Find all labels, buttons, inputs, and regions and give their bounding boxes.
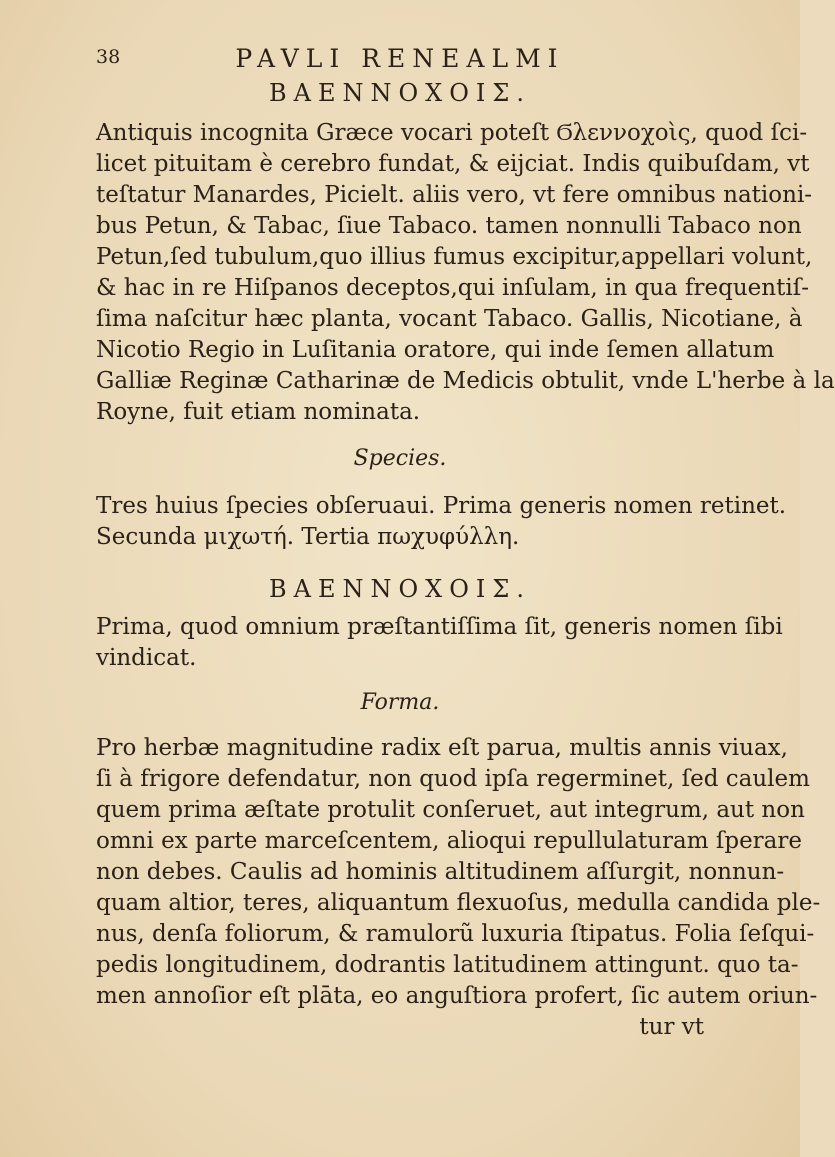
prima-paragraph — [96, 612, 783, 674]
intro-paragraph — [96, 118, 835, 428]
text-line: Antiquis incognita Græce vocari poteſt Ϭλεννοχοὶς, quod ſci- — [96, 120, 808, 146]
text-line: Nicotio Regio in Luſitania oratore, qui inde ſemen allatum — [96, 337, 775, 363]
text-line: ſi à frigore defendatur, non quod ipſa regerminet, ſed caulem — [96, 766, 810, 792]
text-line: quem prima æſtate protulit conſeruet, aut integrum, aut non — [96, 797, 805, 823]
text-line: Tres huius ſpecies obſeruaui. Prima generis nomen retinet. — [96, 493, 787, 519]
text-line: Petun,ſed tubulum,quo illius fumus excipitur,appellari volunt, — [96, 244, 813, 270]
section-heading: ΒΑΕΝΝΟΧΟΙΣ. — [268, 79, 531, 107]
text-line: Royne, fuit etiam nominata. — [96, 399, 421, 425]
text-line: bus Petun, & Tabac, ſiue Tabaco. tamen nonnulli Tabaco non — [96, 213, 802, 239]
text-line: Pro herbæ magnitudine radix eſt parua, multis annis viuax, — [96, 735, 788, 761]
text-line: & hac in re Hiſpanos deceptos,qui inſulam, in qua frequentiſ- — [96, 275, 809, 301]
text-line: licet pituitam è cerebro fundat, & eijciat. Indis quibuſdam, vt — [96, 151, 810, 177]
text-line: non debes. Caulis ad hominis altitudinem aſſurgit, nonnun- — [96, 859, 785, 885]
running-title: PAVLI RENEALMI — [235, 44, 565, 73]
text-line: Prima, quod omnium præſtantiſſima ſit, generis nomen ſibi — [96, 614, 783, 640]
species-paragraph — [96, 491, 787, 553]
text-line: teſtatur Manardes, Picielt. aliis vero, vt fere omnibus nationi- — [96, 182, 813, 208]
forma-heading: Forma. — [360, 690, 440, 715]
catchword: tur vt — [639, 1014, 704, 1040]
text-line: Galliæ Reginæ Catharinæ de Medicis obtulit, vnde L'herbe à la — [96, 368, 835, 394]
text-line: Secunda μιχωτή. Tertia πωχυφύλλη. — [96, 524, 520, 550]
text-line: ſima naſcitur hæc planta, vocant Tabaco. Gallis, Nicotiane, à — [96, 306, 803, 332]
text-line: quam altior, teres, aliquantum flexuoſus, medulla candida ple- — [96, 890, 821, 916]
text-line: pedis longitudinem, dodrantis latitudinem attingunt. quo ta- — [96, 952, 799, 978]
text-line: men annoſior eſt plāta, eo anguſtiora profert, ſic autem oriun- — [96, 983, 818, 1009]
forma-paragraph — [96, 733, 821, 1043]
text-line: omni ex parte marceſcentem, alioqui repullulaturam ſperare — [96, 828, 802, 854]
species-heading: Species. — [353, 446, 447, 471]
text-line: vindicat. — [96, 645, 197, 671]
section-heading: ΒΑΕΝΝΟΧΟΙΣ. — [268, 575, 531, 603]
page-number: 38 — [96, 46, 121, 68]
running-head — [96, 44, 704, 78]
text-line: nus, denſa foliorum, & ramulorũ luxuria ſtipatus. Folia ſeſqui- — [96, 921, 815, 947]
